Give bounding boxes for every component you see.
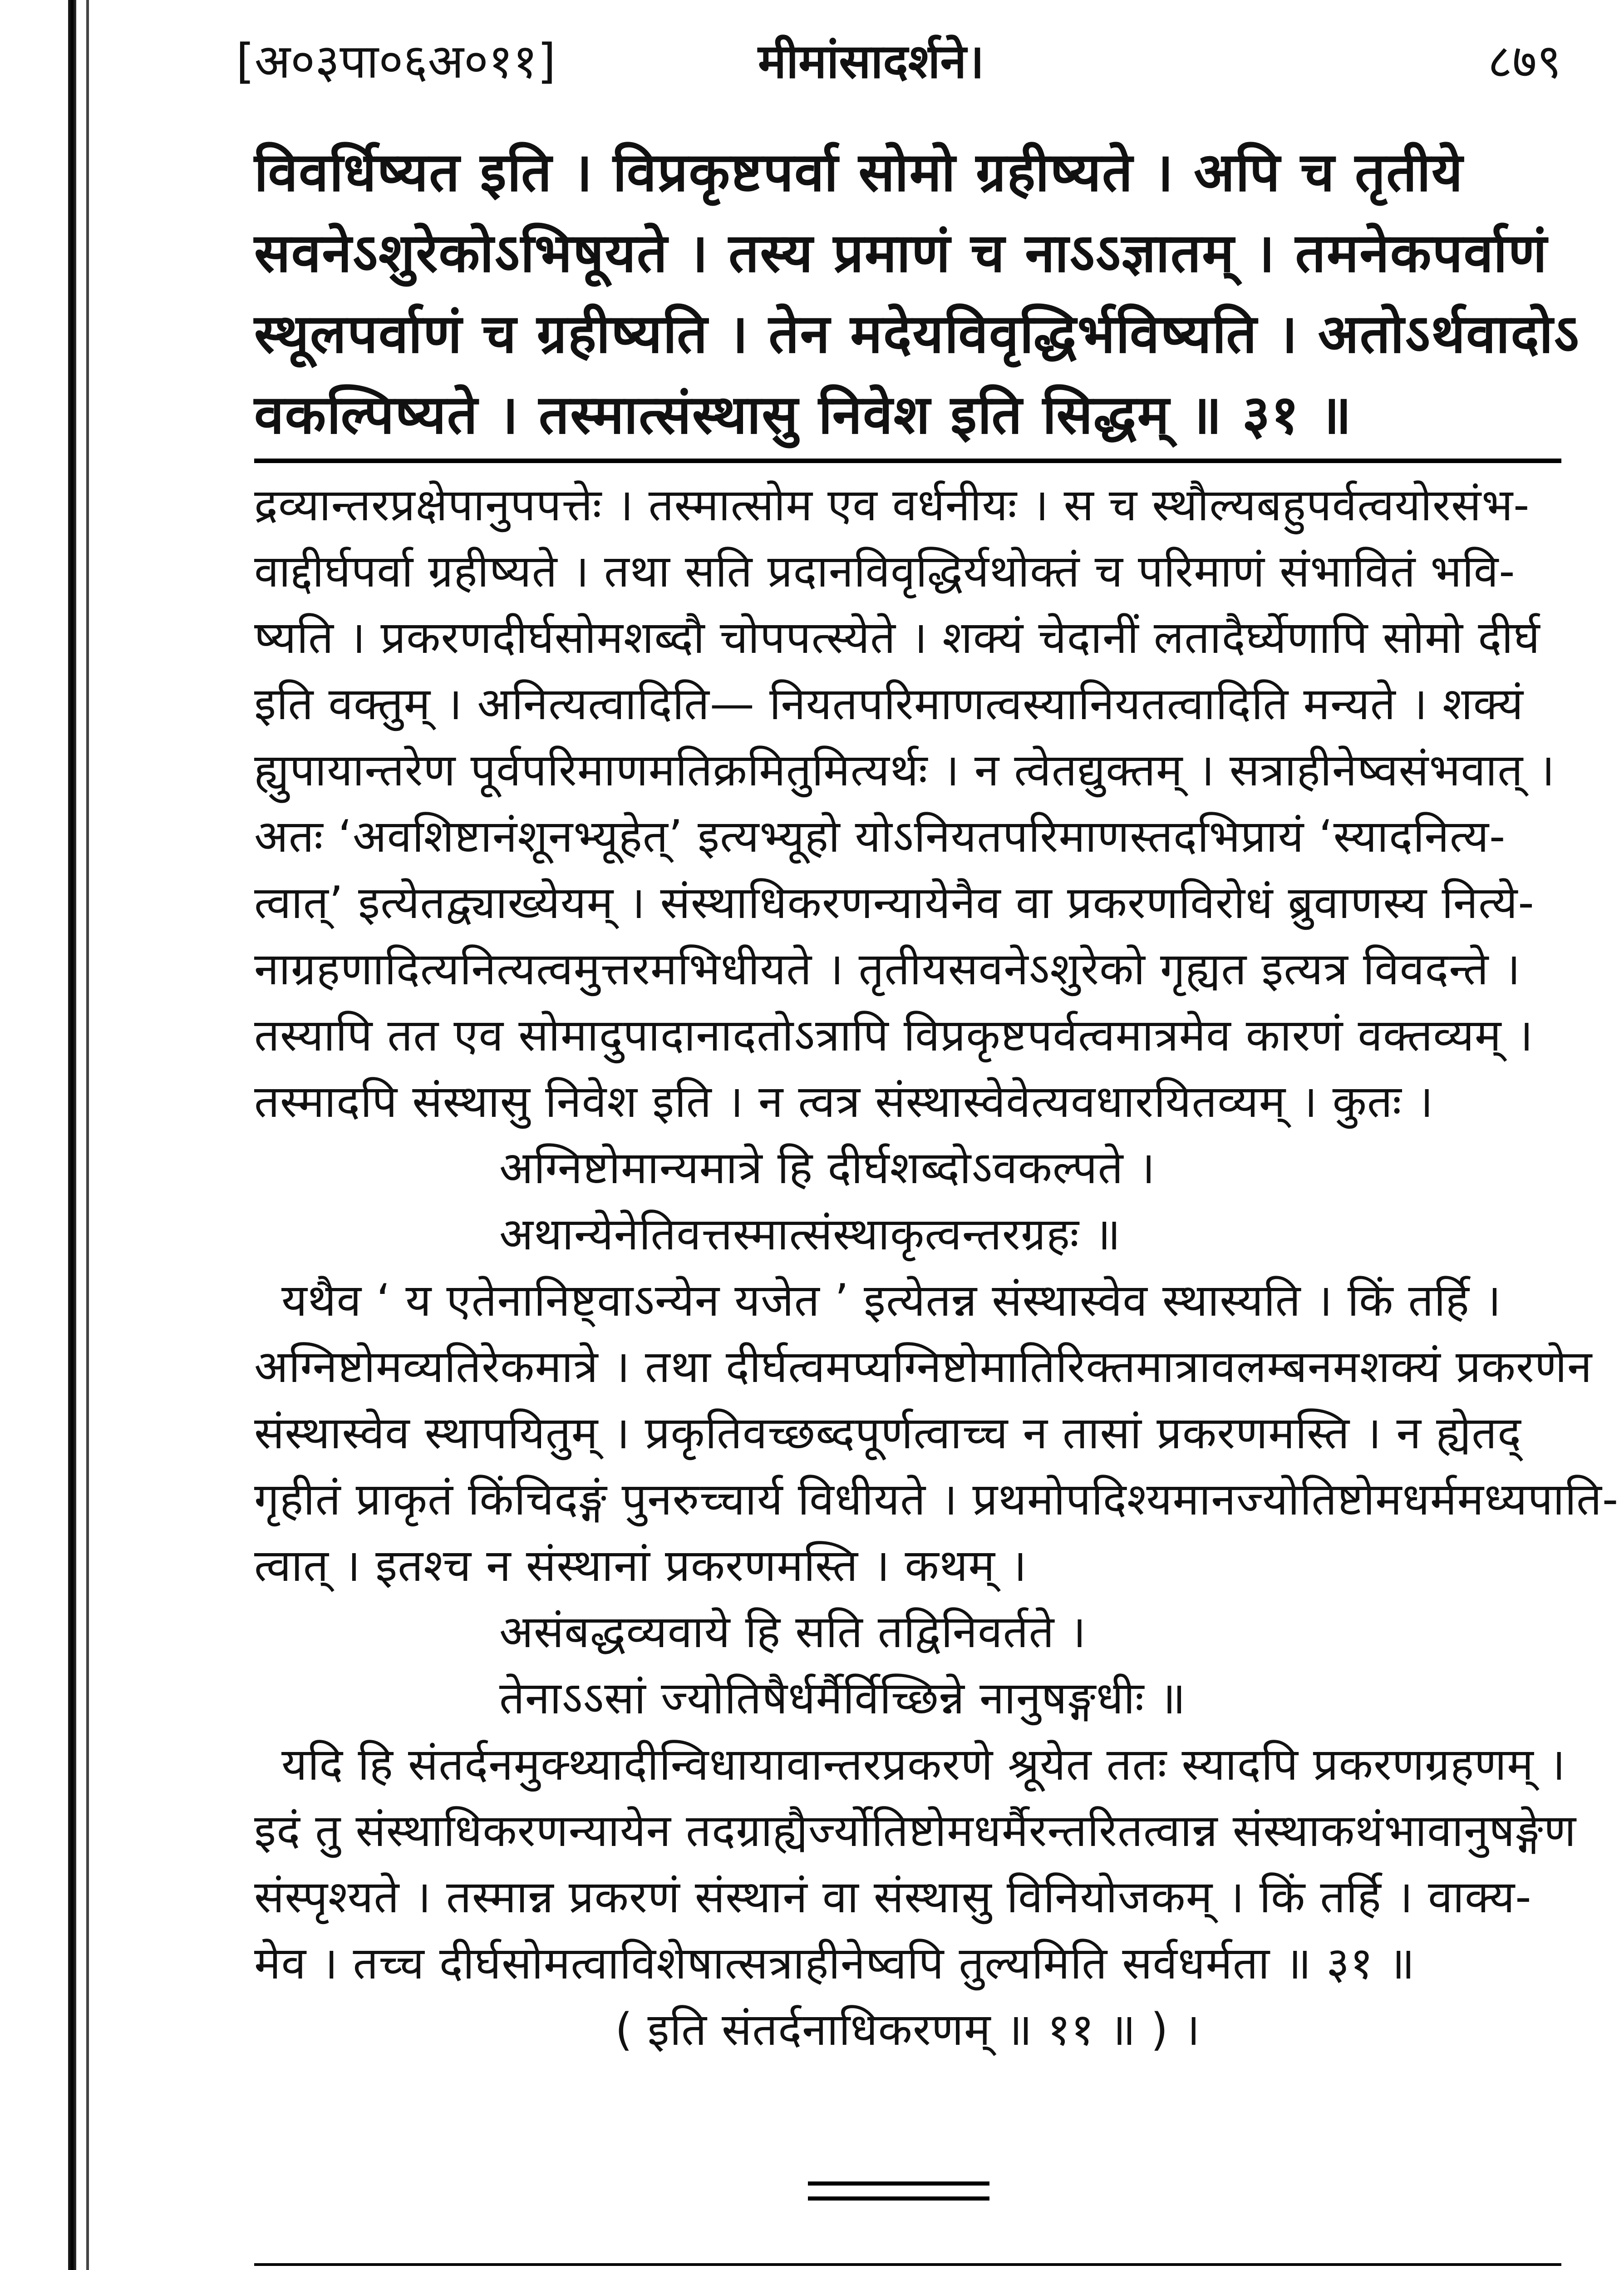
sutra-line: सवनेऽशुरेकोऽभिषूयते । तस्य प्रमाणं च नाऽऽज्ञातम् । तमनेकपर्वाणं [254,222,1548,284]
commentary-line: यदि हि संतर्दनमुक्थ्यादीन्विधायावान्तरप्रकरणे श्रूयेत ततः स्यादपि प्रकरणग्रहणम् । [281,1739,1566,1791]
commentary-line: संस्थास्वेव स्थापयितुम् । प्रकृतिवच्छब्दपूर्णत्वाच्च न तासां प्रकरणमस्ति । न ह्येतद् [254,1407,1522,1459]
commentary-line: इति वक्तुम् । अनित्यत्वादिति— नियतपरिमाणत्वस्यानियतत्वादिति मन्यते । शक्यं [254,678,1524,730]
sutra-line: विवर्धिष्यत इति । विप्रकृष्टपर्वा सोमो ग्रहीष्यते । अपि च तृतीये [254,141,1464,203]
commentary-line: तस्यापि तत एव सोमादुपादानादतोऽत्रापि विप्रकृष्टपर्वत्वमात्रमेव कारणं वक्तव्यम् । [254,1010,1534,1061]
commentary-line: द्रव्यान्तरप्रक्षेपानुपपत्तेः । तस्मात्सोम एव वर्धनीयः । स च स्थौल्यबहुपर्वत्वयोरसंभ- [254,479,1530,531]
sutra-line: वकल्पिष्यते । तस्मात्संस्थासु निवेश इति सिद्धम् ॥ ३१ ॥ [254,383,1353,446]
section-divider [254,459,1561,463]
verse-line: अथान्येनेतिवत्तस्मात्संस्थाकृत्वन्तरग्रहः ॥ [499,1209,1121,1260]
header-section-ref: [अ०३पा०६अ०११] [236,34,556,89]
sutra-line: स्थूलपर्वाणं च ग्रहीष्यति । तेन मदेयविवृद्धिर्भविष्यति । अतोऽर्थवादोऽ [254,302,1580,365]
verse-line: तेनाऽऽसां ज्योतिषैर्धर्मैर्विच्छिन्ने नानुषङ्गधीः ॥ [499,1673,1186,1724]
commentary-line: वाद्दीर्घपर्वा ग्रहीष्यते । तथा सति प्रदानविवृद्धिर्यथोक्तं च परिमाणं संभावितं भवि- [254,546,1516,597]
verse-line: असंबद्धव्यवाये हि सति तद्विनिवर्तते । [499,1606,1087,1658]
header-book-title: मीमांसादर्शने। [758,34,984,89]
commentary-block [254,472,1619,2063]
commentary-line: ष्यति । प्रकरणदीर्घसोमशब्दौ चोपपत्स्येते । शक्यं चेदानीं लतादैर्घ्येणापि सोमो दीर्घ [254,612,1540,664]
commentary-line: त्वात् । इतश्च न संस्थानां प्रकरणमस्ति । कथम् । [254,1540,1028,1592]
commentary-line: यथैव ‘ य एतेनानिष्ट्वाऽन्येन यजेत ’ इत्येतन्न संस्थास्वेव स्थास्यति । किं तर्हि । [281,1275,1502,1327]
colophon-line: ( इति संतर्दनाधिकरणम् ॥ ११ ॥ ) । [615,2004,1201,2056]
footnote [254,2268,1561,2270]
end-rule-upper [808,2181,989,2186]
commentary-line: गृहीतं प्राकृतं किंचिदङ्गं पुनरुच्चार्य विधीयते । प्रथमोपदिश्यमानज्योतिष्टोमधर्ममध्यपाति- [254,1474,1619,1525]
commentary-line: ह्युपायान्तरेण पूर्वपरिमाणमतिक्रमितुमित्यर्थः । न त्वेतद्युक्तम् । सत्राहीनेष्वसंभवात् । [254,745,1555,796]
commentary-line: संस्पृश्यते । तस्मान्न प्रकरणं संस्थानं वा संस्थासु विनियोजकम् । किं तर्हि । वाक्य- [254,1871,1532,1923]
commentary-line: अग्निष्टोमव्यतिरेकमात्रे । तथा दीर्घत्वमप्यग्निष्टोमातिरिक्तमात्रावलम्बनमशक्यं प्रकरणेन [254,1341,1593,1393]
running-header [236,27,1561,104]
commentary-line: त्वात्’ इत्येतद्व्याख्येयम् । संस्थाधिकरणन्यायेनैव वा प्रकरणविरोधं ब्रुवाणस्य नित्ये- [254,877,1535,929]
commentary-line: तस्मादपि संस्थासु निवेश इति । न त्वत्र संस्थास्वेवेत्यवधारयितव्यम् । कुतः । [254,1076,1434,1128]
footnote-divider [254,2263,1561,2266]
end-rule-lower [808,2196,989,2201]
verse-line: अग्निष्टोमान्यमात्रे हि दीर्घशब्दोऽवकल्पते । [499,1142,1156,1194]
commentary-line: अतः ‘अवशिष्टानंशूनभ्यूहेत्’ इत्यभ्यूहो योऽनियतपरिमाणस्तदभिप्रायं ‘स्यादनित्य- [254,811,1506,863]
binding-edge [68,0,76,2270]
page-number: ८७९ [1487,34,1561,89]
sutra-text-block [254,132,1580,455]
binding-edge-line [86,0,89,2270]
commentary-line: इदं तु संस्थाधिकरणन्यायेन तदग्राह्यैर्ज्योतिष्टोमधर्मैरन्तरितत्वान्न संस्थाकथंभावानुषङ्गेण [254,1805,1577,1857]
commentary-line: मेव । तच्च दीर्घसोमत्वाविशेषात्सत्राहीनेष्वपि तुल्यमिति सर्वधर्मता ॥ ३१ ॥ [254,1938,1415,1989]
commentary-line: नाग्रहणादित्यनित्यत्वमुत्तरमभिधीयते । तृतीयसवनेऽशुरेको गृह्यत इत्यत्र विवदन्ते । [254,943,1521,995]
